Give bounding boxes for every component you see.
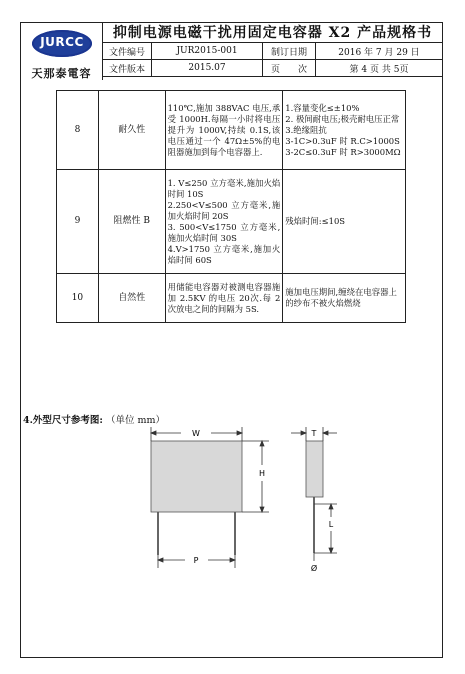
company-name: 天那泰電容 <box>31 67 92 80</box>
condition-line: 4.V>1750 立方毫米,施加火焰时间 60S <box>167 243 281 265</box>
spec-page <box>20 22 443 658</box>
date-value: 2016 年 7 月 29 日 <box>316 43 443 60</box>
doc-no-value: JUR2015-001 <box>152 43 263 60</box>
version-label: 文件版本 <box>103 60 152 77</box>
dimension-label-h: H <box>258 469 266 478</box>
test-name: 耐久性 <box>98 91 165 170</box>
capacitor-front-body <box>151 441 242 512</box>
requirement-line: 3-1C>0.3uF 时 R.C>1000S <box>285 135 400 146</box>
row-number: 8 <box>57 91 99 170</box>
test-requirement: 残焰时间:≤10S <box>283 170 406 274</box>
dimension-label-t: T <box>311 429 317 438</box>
test-name: 阻燃性 B <box>98 170 165 274</box>
requirement-line: 2. 极间耐电压;极壳耐电压正常 <box>285 113 400 124</box>
requirement-line: 3-2C≤0.3uF 时 R>3000MΩ <box>285 146 401 157</box>
dimension-label-l: L <box>328 520 334 529</box>
requirement-line: 1.容量变化≤±10% <box>285 102 360 113</box>
capacitor-side-body <box>306 441 323 497</box>
test-name: 自然性 <box>98 274 165 323</box>
dimension-label-w: W <box>192 429 200 438</box>
date-label: 制订日期 <box>263 43 316 60</box>
condition-line: 3. 500<V≤1750 立方毫米,施加火焰时间 30S <box>167 221 281 243</box>
dimension-label-p: P <box>193 556 199 565</box>
page-label: 页 次 <box>263 60 316 77</box>
condition-line: 1. V≤250 立方毫米,施加火焰时间 10S <box>167 177 281 199</box>
page-value: 第 4 页 共 5页 <box>316 60 443 77</box>
dimension-label-diameter: Ø <box>310 564 318 573</box>
row-number: 9 <box>57 170 99 274</box>
row-number: 10 <box>57 274 99 323</box>
test-requirement: 施加电压期间,缠绕在电容器上的纱布不被火焰燃烧 <box>283 274 406 323</box>
test-condition: 用储能电容器对被测电容器施加 2.5KV 的电压 20次.每 2 次放电之间的间隔为 5S. <box>165 274 283 323</box>
section-title: 4.外型尺寸参考图: <box>23 415 103 426</box>
test-condition: 110℃,施加 388VAC 电压,承受 1000H.每隔一小时将电压提升为 1000V,持续 0.1S,该电压通过一个 47Ω±5%的电阻器施加到每个电容器上. <box>165 91 283 170</box>
doc-no-label: 文件编号 <box>103 43 152 60</box>
requirement-line: 3.绝缘阻抗 <box>285 124 327 135</box>
logo-text: JURCC <box>40 35 84 49</box>
dimension-diagram <box>21 23 442 657</box>
condition-line: 2.250<V≤500 立方毫米,施加火焰时间 20S <box>167 199 281 221</box>
version-value: 2015.07 <box>152 60 263 77</box>
unit-note: （单位 mm） <box>105 415 166 426</box>
document-title: 抑制电源电磁干扰用固定电容器 X2 产品规格书 <box>103 23 442 43</box>
